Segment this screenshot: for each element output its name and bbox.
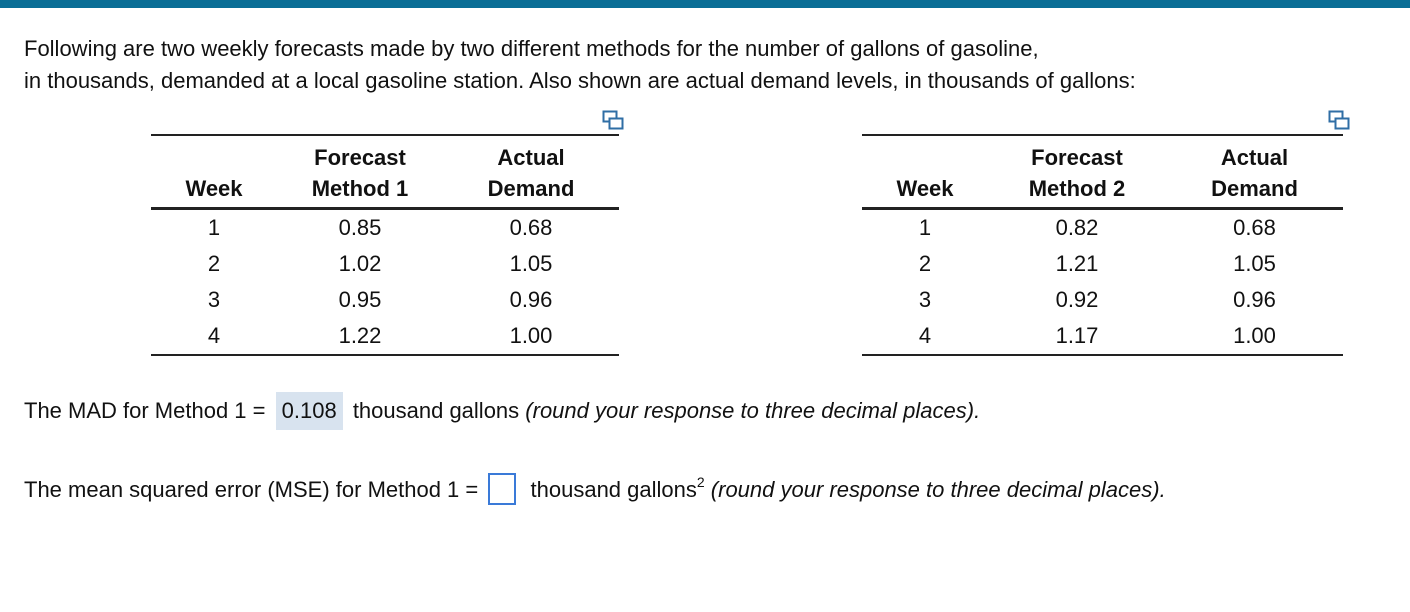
top-bar — [0, 0, 1410, 8]
forecast-cell: 0.95 — [338, 287, 382, 312]
forecast-cell: 0.92 — [1055, 287, 1099, 312]
mad-question — [24, 392, 980, 430]
copy-table-icon[interactable] — [602, 110, 624, 130]
mse-question — [24, 467, 1166, 507]
actual-cell: 0.96 — [1233, 287, 1276, 312]
mse-answer-input[interactable] — [488, 473, 516, 505]
week-cell: 2 — [207, 251, 221, 276]
week-cell: 1 — [207, 215, 221, 240]
header-cell — [862, 135, 988, 173]
forecast-cell: 1.02 — [338, 251, 382, 276]
table-row — [862, 246, 1343, 282]
mad-unit: thousand gallons — [352, 398, 520, 423]
header-week: Week — [151, 173, 277, 209]
actual-cell: 1.05 — [509, 251, 553, 276]
week-cell: 3 — [207, 287, 221, 312]
header-actual-top: Actual — [1166, 135, 1343, 173]
mse-unit-exponent: 2 — [696, 474, 705, 490]
mad-answer-field[interactable]: 0.108 — [276, 392, 343, 430]
week-cell: 1 — [918, 215, 932, 240]
header-forecast-top: Forecast — [988, 135, 1166, 173]
intro-line-1: Following are two weekly forecasts made by two different methods for the number of gallons of gasoline, — [24, 36, 1039, 61]
table-row — [151, 282, 619, 318]
header-actual-bottom: Demand — [443, 173, 619, 209]
header-forecast-bottom: Method 2 — [988, 173, 1166, 209]
header-forecast-top: Forecast — [277, 135, 443, 173]
problem-statement — [24, 33, 1136, 97]
week-cell: 3 — [918, 287, 932, 312]
forecast-cell: 1.22 — [277, 318, 443, 355]
week-cell: 4 — [862, 318, 988, 355]
week-cell: 4 — [151, 318, 277, 355]
actual-cell: 1.00 — [443, 318, 619, 355]
actual-cell: 1.05 — [1233, 251, 1276, 276]
actual-cell: 0.68 — [1233, 215, 1276, 240]
copy-table-icon[interactable] — [1328, 110, 1350, 130]
table-row — [862, 209, 1343, 247]
forecast-table-method-1 — [151, 134, 619, 356]
forecast-cell: 0.85 — [338, 215, 382, 240]
header-actual-bottom: Demand — [1166, 173, 1343, 209]
header-forecast-bottom: Method 1 — [277, 173, 443, 209]
table-row — [151, 318, 619, 355]
actual-cell: 1.00 — [1166, 318, 1343, 355]
header-actual-top: Actual — [443, 135, 619, 173]
week-cell: 2 — [918, 251, 932, 276]
mad-prefix: The MAD for Method 1 = — [24, 398, 266, 423]
forecast-cell: 0.82 — [1055, 215, 1099, 240]
table-row — [862, 282, 1343, 318]
table-row — [151, 209, 619, 247]
mse-rounding-note: (round your response to three decimal places). — [710, 477, 1166, 502]
forecast-cell: 1.21 — [1055, 251, 1099, 276]
mad-rounding-note: (round your response to three decimal places). — [525, 398, 981, 423]
mse-prefix: The mean squared error (MSE) for Method 1 = — [24, 477, 479, 502]
header-week: Week — [862, 173, 988, 209]
table-row — [151, 246, 619, 282]
forecast-cell: 1.17 — [988, 318, 1166, 355]
table-row — [862, 318, 1343, 355]
actual-cell: 0.96 — [509, 287, 553, 312]
intro-line-2: in thousands, demanded at a local gasoline station. Also shown are actual demand levels, in thousands of gallons: — [24, 68, 1136, 93]
forecast-table-method-2 — [862, 134, 1343, 356]
actual-cell: 0.68 — [509, 215, 553, 240]
mse-unit: thousand gallons — [530, 477, 697, 502]
header-cell — [151, 135, 277, 173]
